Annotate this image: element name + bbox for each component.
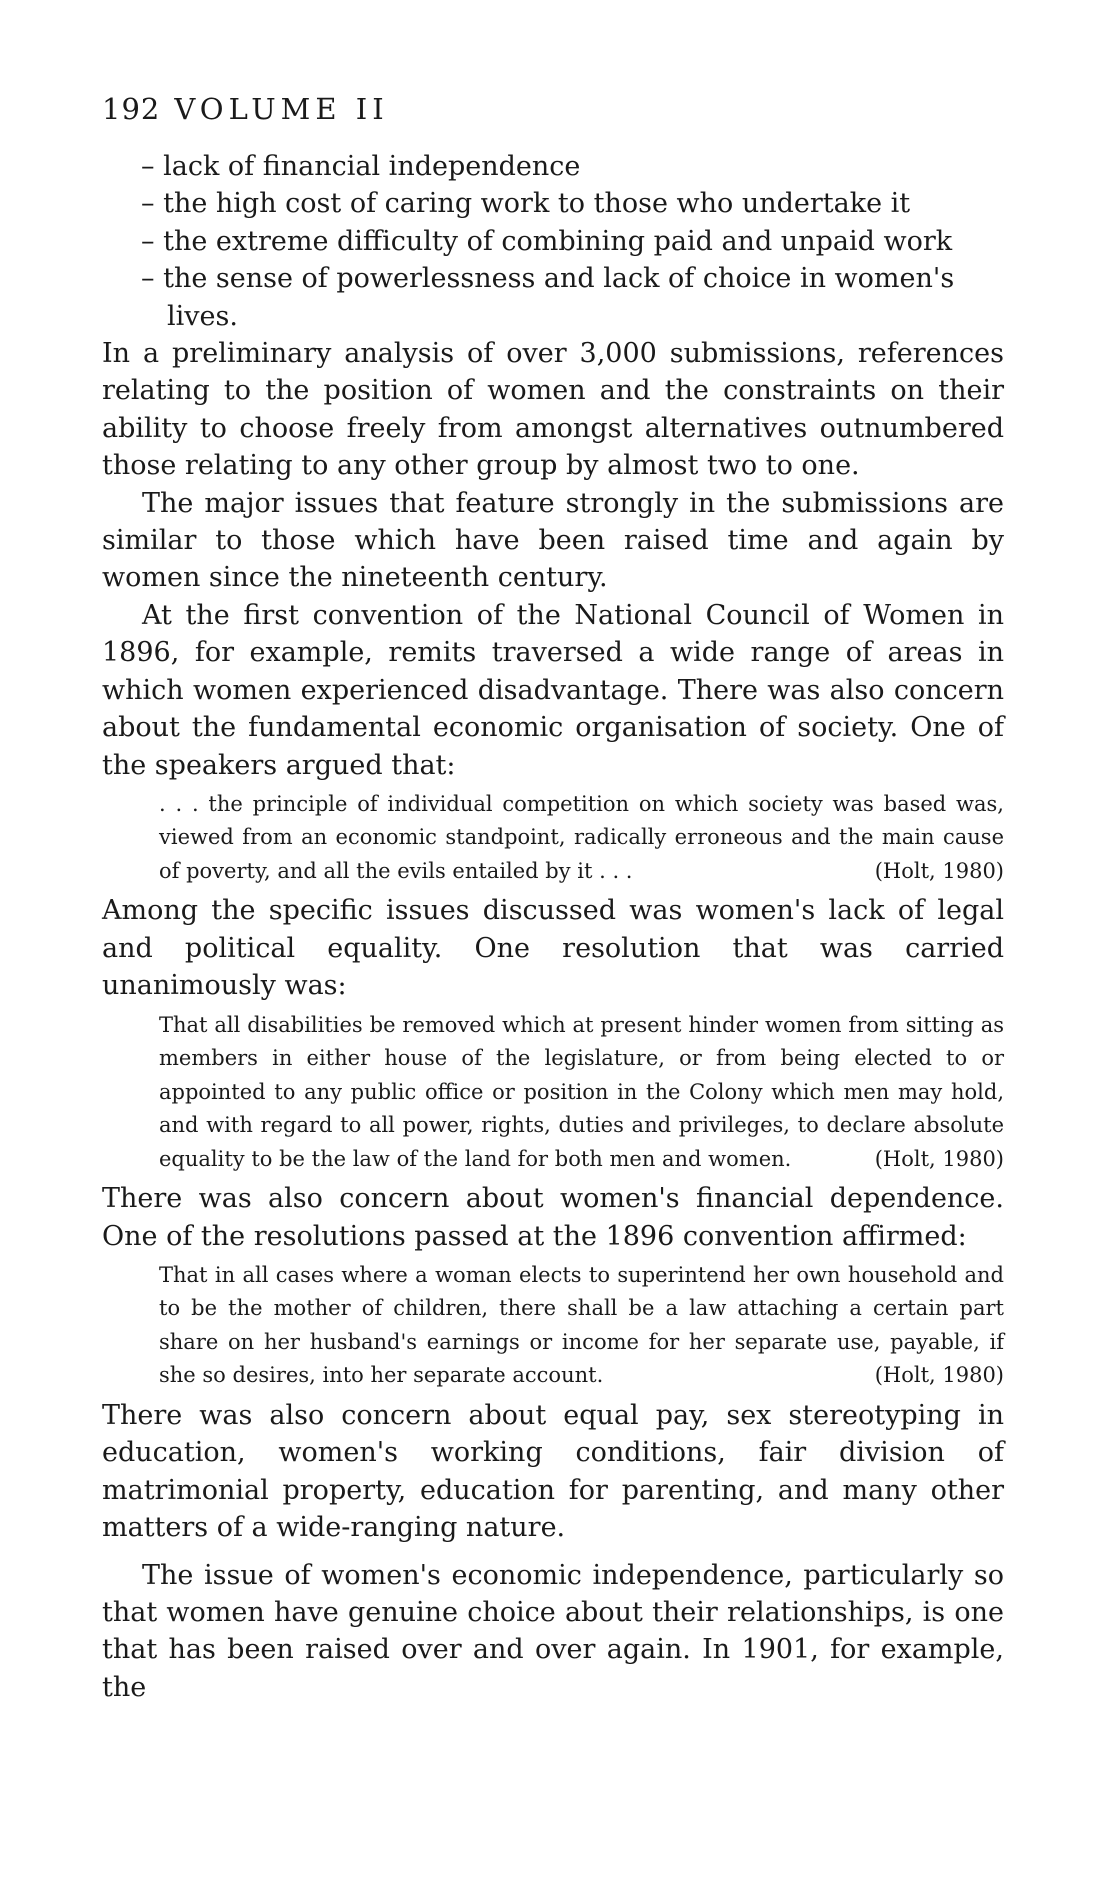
paragraph-4: Among the specific issues discussed was women's lack of legal and political equality. One resolution that was carried unanimously was: <box>102 895 1004 1002</box>
bullet-list <box>102 148 1004 335</box>
bullet-item: – the sense of powerlessness and lack of choice in women's lives. <box>102 260 1004 335</box>
paragraph-2: The major issues that feature strongly in the submissions are similar to those which have been raised time and again by women since the nineteenth century. <box>102 487 1004 594</box>
quote-citation: (Holt, 1980) <box>874 1146 1004 1171</box>
page-number: 192 <box>102 92 161 126</box>
block-quote-3 <box>159 1259 1004 1393</box>
paragraph-6: There was also concern about equal pay, sex stereotyping in education, women's working conditions, fair division of matrimonial property, education for parenting, and many other matters of a wide-ranging nature. <box>102 1399 1004 1544</box>
bullet-item: – lack of financial independence <box>102 148 1004 185</box>
block-quote-1 <box>159 788 1004 889</box>
paragraph-5: There was also concern about women's financial dependence. One of the resolutions passed at the 1896 convention affirmed: <box>102 1183 1004 1252</box>
paragraph-1: In a preliminary analysis of over 3,000 submissions, references relating to the position of women and the constraints on their ability to choose freely from amongst alternatives outnumbered those relating to any other group by almost two to one. <box>102 338 1004 482</box>
bullet-item: – the extreme difficulty of combining paid and unpaid work <box>102 223 1004 260</box>
page-body <box>102 148 1004 1706</box>
paragraph-7: The issue of women's economic independence, particularly so that women have genuine choice about their relationships, is one that has been raised over and over again. In 1901, for example, the <box>102 1559 1004 1703</box>
quote-citation: (Holt, 1980) <box>874 1363 1004 1388</box>
quote-text: That all disabilities be removed which at present hinder women from sitting as members in either house of the legislature, or from being elected to or appointed to any public office or position in the Colony which men may hold, and with regard to all power, rights, duties and privileges, to declare absolute equality to be the law of the land for both men and women. <box>159 1012 1004 1171</box>
page-header <box>102 92 389 126</box>
quote-text: . . . the principle of individual competition on which society was based was, viewed from an economic standpoint, radically erroneous and the main cause of poverty, and all the evils entailed by it . . . <box>159 791 1004 883</box>
block-quote-2 <box>159 1009 1004 1177</box>
quote-text: That in all cases where a woman elects to superintend her own household and to be the mother of children, there shall be a law attaching a certain part share on her husband's earnings or income for her separate use, payable, if she so desires, into her separate account. <box>159 1262 1004 1388</box>
volume-label: VOLUME II <box>174 92 389 126</box>
paragraph-3: At the first convention of the National Council of Women in 1896, for example, remits traversed a wide range of areas in which women experienced disadvantage. There was also concern about the fundamental economic organisation of society. One of the speakers argued that: <box>102 599 1004 781</box>
bullet-item: – the high cost of caring work to those who undertake it <box>102 185 1004 222</box>
quote-citation: (Holt, 1980) <box>874 858 1004 883</box>
